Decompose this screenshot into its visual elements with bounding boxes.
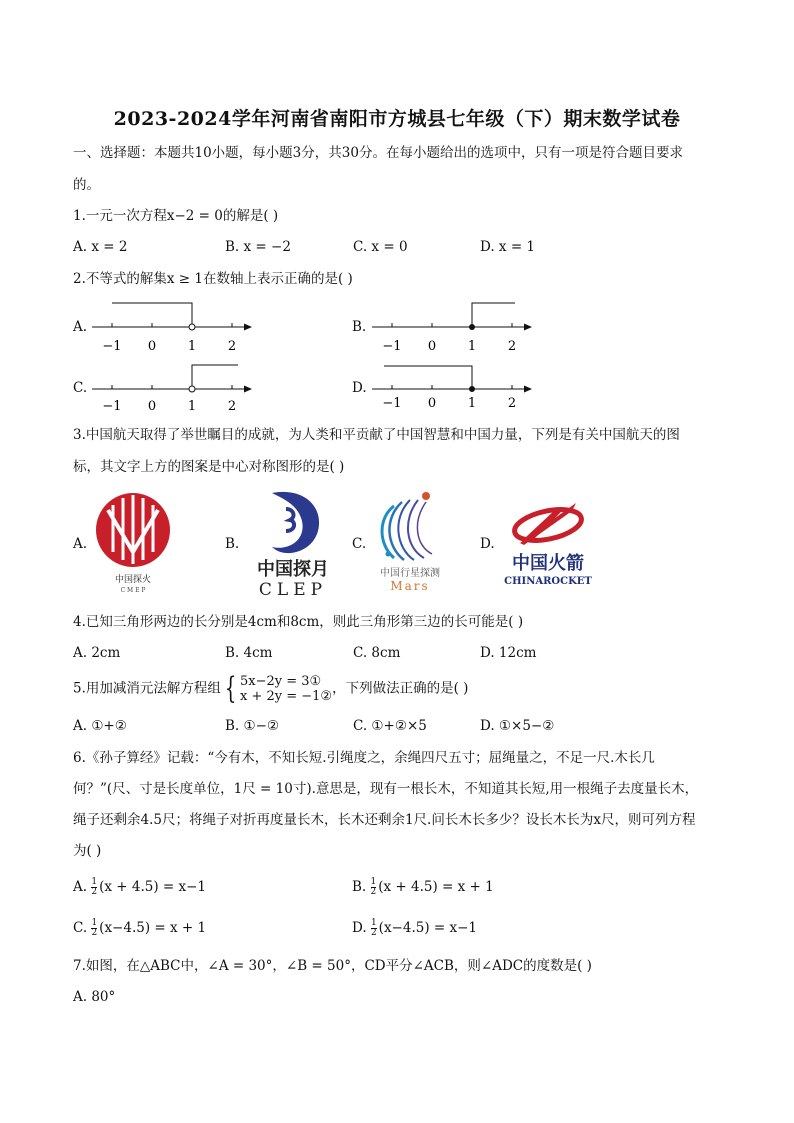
equation-system (240, 674, 332, 704)
q4-option-d: D. 12cm (480, 645, 537, 661)
logo-c-en-text: Mars (390, 579, 430, 593)
fraction-half: $\frac{1}{2}$ (370, 918, 377, 938)
fraction-half: $\frac{1}{2}$ (370, 877, 377, 897)
q3-stem-line2: 标，其文字上方的图案是中心对称图形的是( ) (73, 459, 345, 475)
logo-planetary-exploration-mars (368, 488, 452, 596)
q7-stem: 7.如图，在△ABC中，∠A = 30°，∠B = 50°，CD平分∠ACB，则∠ADC的度数是( ) (73, 958, 592, 974)
q4-option-b: B. 4cm (225, 645, 273, 661)
q3-label-c: C. (352, 536, 367, 552)
q6-option-c-expr: (x−4.5) = x + 1 (99, 920, 207, 936)
fraction-half: $\frac{1}{2}$ (91, 877, 98, 897)
logo-a-cn-text: 中国探火 (114, 575, 152, 585)
q6-option-a-expr: (x + 4.5) = x−1 (99, 879, 206, 895)
q6-option-d-expr: (x−4.5) = x−1 (378, 920, 478, 936)
q6-option-d-label: D. (352, 920, 371, 936)
q5-option-d: D. ①×5−② (480, 718, 555, 734)
q5-option-a: A. ①+② (73, 718, 127, 734)
tick-label: 1 (187, 399, 197, 414)
q3-label-d: D. (480, 536, 495, 552)
q2-numberline-b (370, 298, 540, 358)
q4-option-a: A. 2cm (73, 645, 121, 661)
q2-label-c: C. (73, 380, 88, 396)
fraction-half: $\frac{1}{2}$ (91, 918, 98, 938)
q2-numberline-c (90, 360, 260, 420)
q6-stem-line1: 6.《孙子算经》记载：“今有木，不知长短.引绳度之，余绳四尺五寸；屈绳量之，不足一尺.木长几 (73, 750, 655, 766)
logo-d-en-text: CHINAROCKET (504, 576, 592, 587)
q5-stem (73, 671, 469, 706)
q6-option-b-expr: (x + 4.5) = x + 1 (378, 879, 494, 895)
q1-stem: 1.一元一次方程x−2 = 0的解是( ) (73, 208, 279, 224)
tick-label: 0 (147, 339, 157, 354)
q5-option-b: B. ①−② (225, 718, 280, 734)
logo-lunar-exploration-clep (242, 487, 344, 597)
tick-label: 2 (507, 339, 517, 354)
q2-label-d: D. (352, 380, 367, 396)
section-instruction-line1: 一、选择题：本题共10小题，每小题3分，共30分。在每小题给出的选项中，只有一项是符合题目要求 (73, 145, 683, 161)
q2-label-a: A. (73, 319, 88, 335)
tick-label: 2 (227, 399, 237, 414)
tick-label: 2 (507, 396, 517, 411)
logo-b-cn-text: 中国探月 (257, 559, 329, 580)
logo-china-rocket (496, 495, 600, 591)
q3-stem-line1: 3.中国航天取得了举世瞩目的成就，为人类和平贡献了中国智慧和中国力量，下列是有关中国航天的图 (73, 427, 680, 443)
q6-option-a (73, 877, 206, 897)
q5-equation-1: 5x−2y = 3① (239, 674, 322, 689)
logo-b-en-text: CLEP (258, 580, 328, 597)
tick-label: 1 (187, 339, 197, 354)
q5-equation-2: x + 2y = −1② (239, 689, 333, 704)
logo-c-cn-text: 中国行星探测 (380, 568, 440, 579)
q1-option-d: D. x = 1 (480, 239, 536, 255)
tick-label: −1 (382, 396, 402, 411)
q3-label-a: A. (73, 536, 88, 552)
q2-numberline-a (90, 298, 260, 358)
q1-option-b: B. x = −2 (225, 239, 291, 255)
q4-stem: 4.已知三角形两边的长分别是4cm和8cm，则此三角形第三边的长可能是( ) (73, 614, 524, 630)
tick-label: 1 (467, 339, 477, 354)
q6-option-c-label: C. (73, 920, 92, 936)
q5-option-c: C. ①+②×5 (353, 718, 427, 734)
q5-stem-pre: 5.用加减消元法解方程组 (73, 680, 221, 697)
q3-label-b: B. (225, 536, 240, 552)
q4-option-c: C. 8cm (353, 645, 401, 661)
tick-label: 0 (427, 339, 437, 354)
q2-stem: 2.不等式的解集x ≥ 1在数轴上表示正确的是( ) (73, 271, 353, 287)
q6-stem-line3: 绳子还剩余4.5尺；将绳子对折再度量长木，长木还剩余1尺.问长木长多少？设长木长为x尺，则可列方程 (73, 812, 696, 828)
section-instruction-line2: 的。 (73, 177, 100, 193)
q6-stem-line4: 为( ) (73, 843, 102, 859)
tick-label: −1 (102, 399, 122, 414)
q1-option-c: C. x = 0 (353, 239, 408, 255)
tick-label: −1 (102, 339, 122, 354)
logo-mars-exploration-cmep (88, 490, 178, 594)
q2-label-b: B. (352, 319, 367, 335)
tick-label: 1 (467, 396, 477, 411)
q5-stem-post: ，下列做法正确的是( ) (332, 680, 469, 697)
q6-stem-line2: 何？”(尺、寸是长度单位，1尺 = 10寸).意思是，现有一根长木，不知道其长短,用一根绳子去度量长木， (73, 781, 699, 797)
logo-d-cn-text: 中国火箭 (512, 553, 584, 574)
tick-label: 0 (147, 399, 157, 414)
logo-a-en-text: C M E P (120, 587, 146, 594)
q7-option-a: A. 80° (73, 989, 116, 1005)
q6-option-b (352, 877, 494, 897)
q6-option-b-label: B. (352, 879, 371, 895)
q6-option-c (73, 918, 206, 938)
equation-brace: { (224, 671, 237, 706)
tick-label: 2 (227, 339, 237, 354)
q6-option-d (352, 918, 477, 938)
page-title: 2023-2024学年河南省南阳市方城县七年级（下）期末数学试卷 (113, 108, 681, 130)
q2-numberline-d (370, 360, 540, 420)
q1-option-a: A. x = 2 (73, 239, 128, 255)
tick-label: 0 (427, 396, 437, 411)
tick-label: −1 (382, 339, 402, 354)
q6-option-a-label: A. (73, 879, 92, 895)
